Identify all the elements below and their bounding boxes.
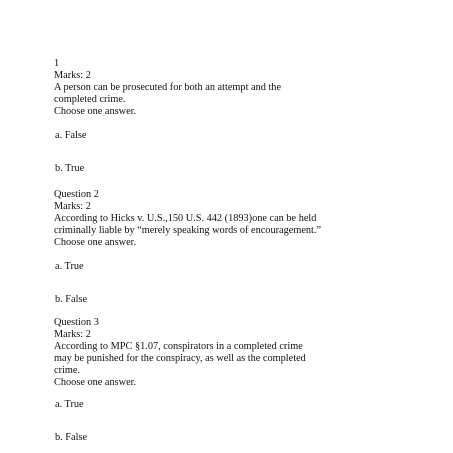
question-marks: Marks: 2	[54, 201, 91, 212]
answer-option: b. True	[55, 163, 85, 174]
answer-option: b. False	[55, 294, 88, 305]
question-text-line: According to MPC §1.07, conspirators in a completed crime	[54, 341, 303, 352]
question-marks: Marks: 2	[54, 329, 91, 340]
question-number: Question 3	[54, 317, 99, 328]
question-text-line: A person can be prosecuted for both an attempt and the	[54, 82, 282, 93]
answer-option: a. True	[55, 261, 84, 272]
question-instruction: Choose one answer.	[54, 237, 137, 248]
question-number: Question 2	[54, 189, 99, 200]
answer-option: a. False	[55, 130, 87, 141]
answer-option: a. True	[55, 399, 84, 410]
question-marks: Marks: 2	[54, 70, 91, 81]
question-text-line: According to Hicks v. U.S.,150 U.S. 442 (1893)one can be held	[54, 213, 317, 224]
question-text-line: may be punished for the conspiracy, as well as the completed	[54, 353, 306, 364]
question-number: 1	[54, 58, 60, 69]
question-text-line: crime.	[54, 365, 81, 376]
question-instruction: Choose one answer.	[54, 106, 137, 117]
question-text-line: criminally liable by “merely speaking words of encouragement.”	[54, 225, 322, 236]
question-text-line: completed crime.	[54, 94, 126, 105]
answer-option: b. False	[55, 432, 88, 443]
question-instruction: Choose one answer.	[54, 377, 137, 388]
